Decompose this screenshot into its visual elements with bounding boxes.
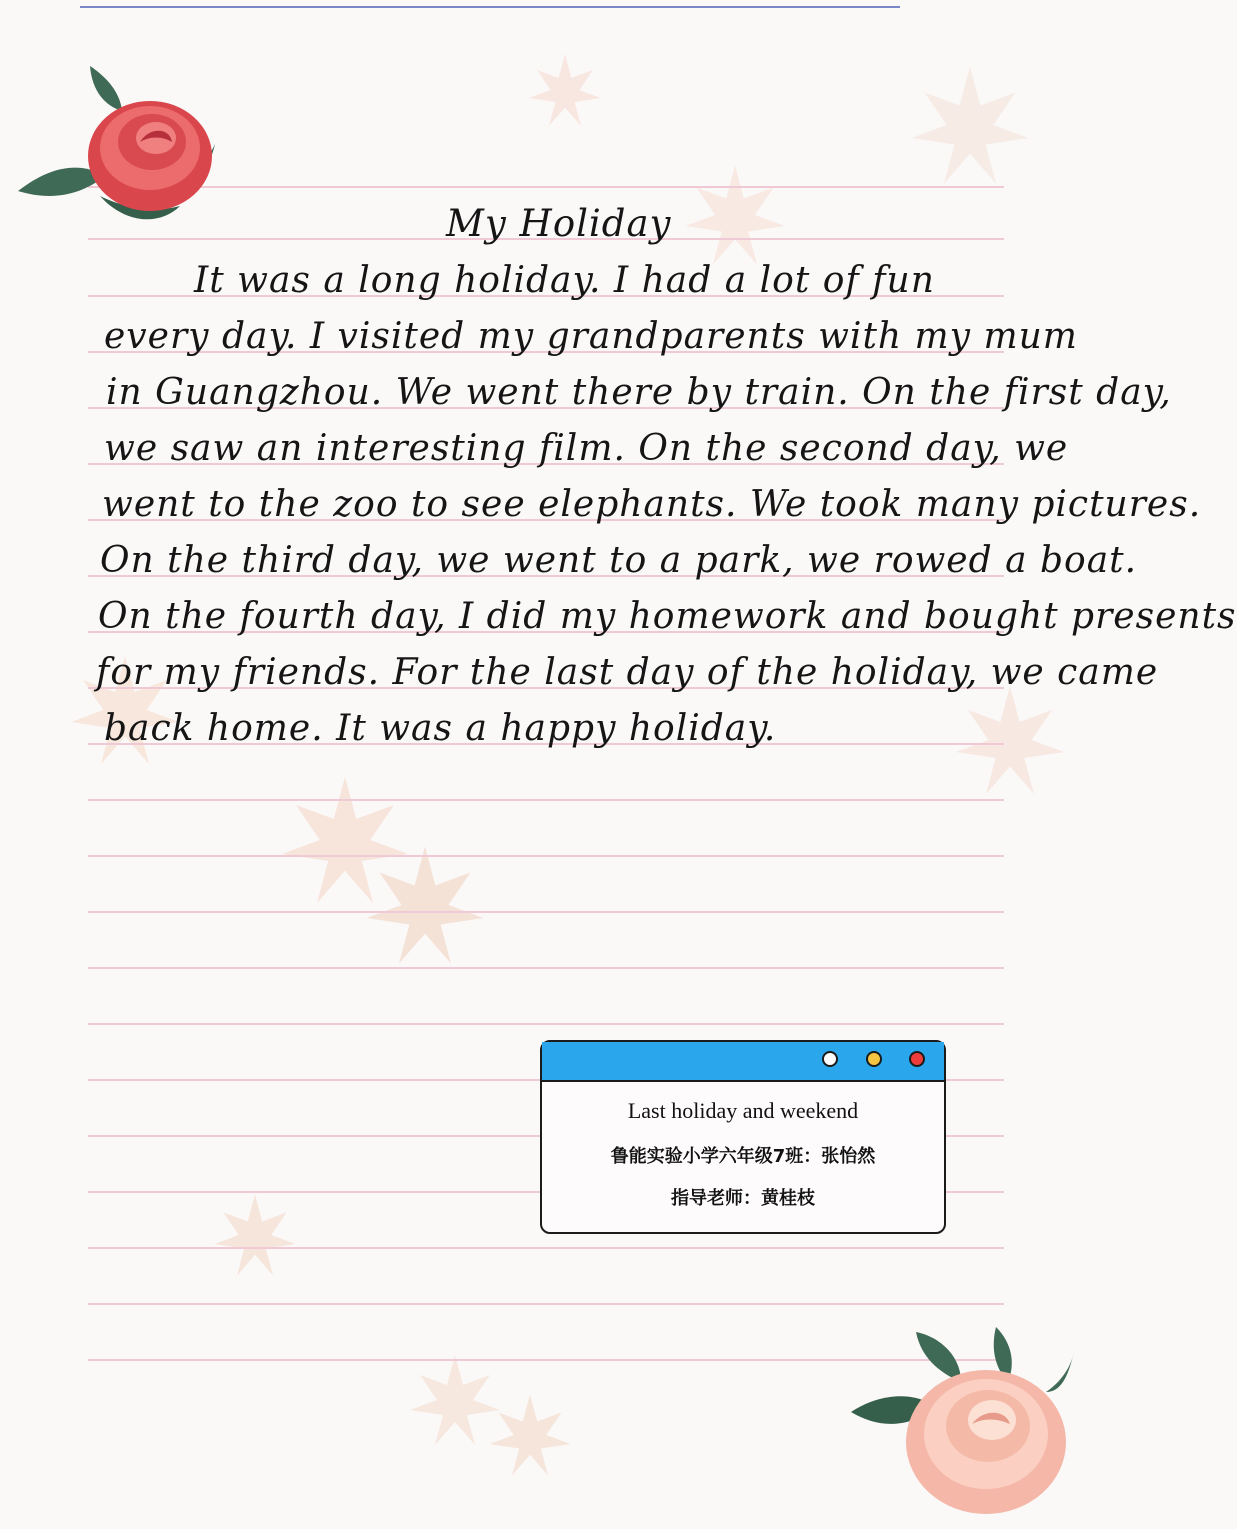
maple-leaf-icon	[210, 1190, 300, 1280]
ruled-line	[88, 911, 1004, 913]
card-school-line: 鲁能实验小学六年级7班：张怡然	[610, 1146, 876, 1167]
essay-line: every day. I visited my grandparents with my mum	[104, 316, 1078, 357]
essay-line: went to the zoo to see elephants. We took many pictures.	[102, 484, 1202, 525]
maple-leaf-icon	[520, 50, 610, 130]
ruled-line	[88, 855, 1004, 857]
top-border-line	[80, 6, 900, 8]
red-dot-icon	[909, 1051, 925, 1067]
essay-title: My Holiday	[446, 202, 672, 245]
essay-line: On the third day, we went to a park, we rowed a boat.	[100, 540, 1138, 581]
essay-line: in Guangzhou. We went there by train. On the first day,	[106, 372, 1172, 413]
caption-card	[540, 1040, 946, 1234]
ruled-line	[88, 1023, 1004, 1025]
essay-line: back home. It was a happy holiday.	[104, 708, 777, 749]
essay-line: for my friends. For the last day of the holiday, we came	[96, 652, 1159, 693]
ruled-line	[88, 186, 1004, 188]
maple-leaf-icon	[680, 160, 790, 270]
maple-leaf-icon	[360, 840, 490, 970]
card-title-bar	[542, 1042, 944, 1082]
red-rose-icon	[10, 56, 220, 226]
pink-rose-icon	[846, 1322, 1076, 1526]
card-teacher-line: 指导老师：黄桂枝	[671, 1188, 815, 1209]
ruled-line	[88, 1303, 1004, 1305]
maple-leaf-icon	[900, 60, 1040, 190]
maple-leaf-icon	[950, 680, 1070, 800]
essay-line: On the fourth day, I did my homework and bought presents	[98, 596, 1237, 637]
essay-line: we saw an interesting film. On the second day, we	[104, 428, 1069, 469]
yellow-dot-icon	[866, 1051, 882, 1067]
card-title: Last holiday and weekend	[627, 1098, 859, 1123]
white-dot-icon	[822, 1051, 838, 1067]
essay-line: It was a long holiday. I had a lot of fun	[194, 260, 935, 301]
ruled-line	[88, 799, 1004, 801]
ruled-line	[88, 1247, 1004, 1249]
maple-leaf-icon	[480, 1390, 580, 1480]
ruled-line	[88, 967, 1004, 969]
